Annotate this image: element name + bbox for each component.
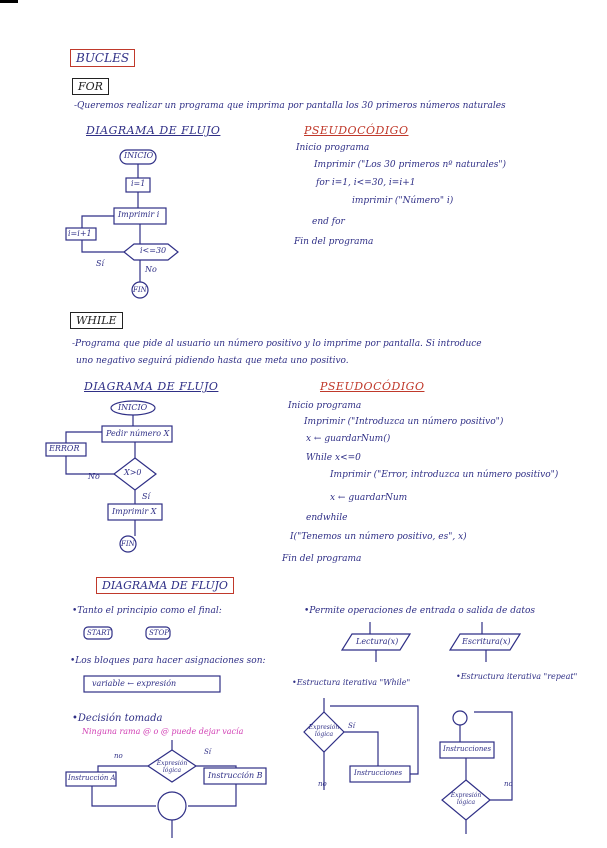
while-pseudo-line: Imprimir ("Error, introduzca un número positivo") xyxy=(330,470,559,480)
while-pseudo-line: I("Tenemos un número positivo, es", x) xyxy=(290,532,467,542)
instr-b-label: Instrucción B xyxy=(208,771,263,780)
while-ask-label: Pedir número X xyxy=(106,429,170,438)
decision-no-label: no xyxy=(114,752,123,760)
io-note: •Permite operaciones de entrada o salida de datos xyxy=(304,606,535,616)
title-bucles: BUCLES xyxy=(70,49,135,67)
for-pseudo-line: imprimir ("Número" i) xyxy=(352,196,454,206)
title-while: WHILE xyxy=(70,312,123,329)
title-for: FOR xyxy=(72,78,109,95)
while-print-label: Imprimir X xyxy=(112,507,157,516)
instr-a-label: Instrucción A xyxy=(68,774,116,782)
while-pseudo-line: Imprimir ("Introduzca un número positivo") xyxy=(304,417,504,427)
repeat-struct-note: •Estructura iterativa "repeat" xyxy=(456,672,578,681)
while-struct-yes-label: Sí xyxy=(348,722,356,730)
title-diagrama-flujo: DIAGRAMA DE FLUJO xyxy=(96,577,234,594)
while-diagram-heading: DIAGRAMA DE FLUJO xyxy=(84,380,219,393)
while-error-label: ERROR xyxy=(49,444,80,453)
while-intro-1: -Programa que pide al usuario un número positivo y lo imprime por pantalla. Si introduce xyxy=(72,339,482,349)
for-pseudo-line: for i=1, i<=30, i=i+1 xyxy=(316,178,416,188)
read-label: Lectura(x) xyxy=(356,637,399,646)
decision-pink-note: Ninguna rama @ o @ puede dejar vacía xyxy=(82,727,244,736)
while-struct-note: •Estructura iterativa "While" xyxy=(292,678,411,687)
decision-note: •Decisión tomada xyxy=(72,713,163,724)
for-pseudo-heading: PSEUDOCÓDIGO xyxy=(304,124,409,137)
assignment-label: variable ← expresión xyxy=(92,679,177,688)
start-label: START xyxy=(87,629,111,637)
for-condition-label: i<=30 xyxy=(140,246,167,255)
while-condition-label: X>0 xyxy=(124,468,142,477)
while-intro-2: uno negativo seguirá pidiendo hasta que meta uno positivo. xyxy=(76,356,349,366)
for-diagram-heading: DIAGRAMA DE FLUJO xyxy=(86,124,221,137)
start-end-note: •Tanto el principio como el final: xyxy=(72,606,222,616)
while-pseudo-line: x ← guardarNum() xyxy=(306,434,391,444)
for-increment-label: i=i+1 xyxy=(68,229,92,238)
for-end-label: FIN xyxy=(133,286,147,294)
while-pseudo-line: Inicio programa xyxy=(288,401,362,411)
for-pseudo-line: end for xyxy=(312,217,345,227)
repeat-logic-label: Expresión lógica xyxy=(450,792,482,806)
decision-yes-label: Sí xyxy=(204,748,212,756)
for-no-label: No xyxy=(145,265,157,274)
repeat-instr-label: Instrucciones xyxy=(443,745,492,753)
stop-label: STOP xyxy=(149,629,169,637)
write-label: Escritura(x) xyxy=(462,637,511,646)
while-struct-logic-label: Expresión lógica xyxy=(308,724,340,738)
for-start-label: INICIO xyxy=(124,151,154,160)
for-init-label: i=1 xyxy=(131,179,146,188)
blocks-note: •Los bloques para hacer asignaciones son: xyxy=(70,656,266,666)
while-pseudo-heading: PSEUDOCÓDIGO xyxy=(320,380,425,393)
for-pseudo-line: Imprimir ("Los 30 primeros nº naturales") xyxy=(314,160,507,170)
while-pseudo-line: endwhile xyxy=(306,513,348,523)
while-pseudo-line: While x<=0 xyxy=(306,453,361,463)
while-struct-no-label: no xyxy=(318,780,327,788)
decision-expr-label: Expresión lógica xyxy=(156,760,188,774)
for-yes-label: Sí xyxy=(96,259,105,268)
while-end-label: FIN xyxy=(121,540,135,548)
while-yes-label: Sí xyxy=(142,492,151,501)
while-start-label: INICIO xyxy=(118,403,148,412)
for-pseudo-line: Fin del programa xyxy=(294,237,374,247)
while-struct-instr-label: Instrucciones xyxy=(354,769,403,777)
while-no-label: No xyxy=(88,472,100,481)
for-print-label: Imprimir i xyxy=(118,210,160,219)
for-intro: -Queremos realizar un programa que imprima por pantalla los 30 primeros números naturales xyxy=(74,101,506,111)
while-pseudo-line: Fin del programa xyxy=(282,554,362,564)
while-pseudo-line: x ← guardarNum xyxy=(330,493,408,503)
repeat-no-label: no xyxy=(504,780,513,788)
for-pseudo-line: Inicio programa xyxy=(296,143,370,153)
